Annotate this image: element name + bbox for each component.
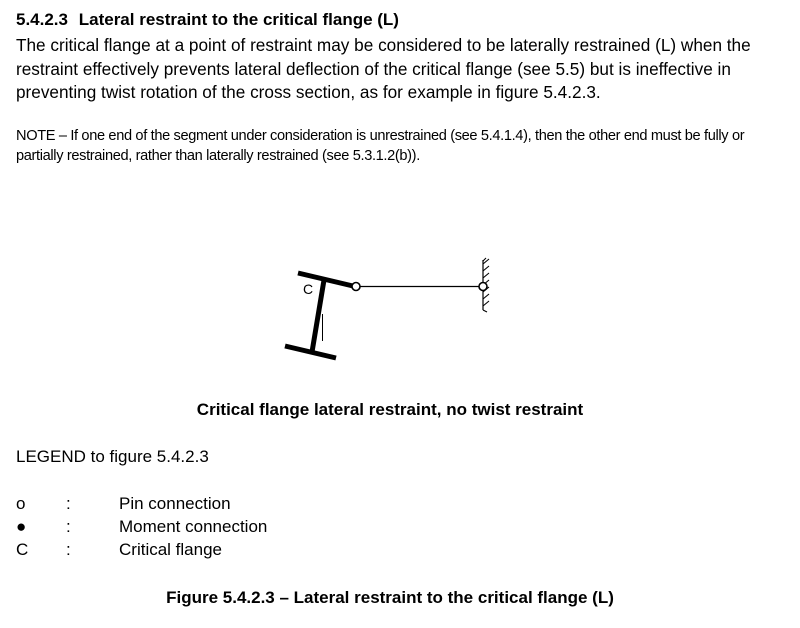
note-paragraph: NOTE – If one end of the segment under consideration is unrestrained (see 5.4.1.4), then the other end must be fully or partially restrained, rather than laterally restrained (see 5.3.1.2(b)).: [16, 128, 745, 164]
legend-description: Pin connection: [119, 494, 231, 513]
body-paragraph: The critical flange at a point of restraint may be considered to be laterally restrained (L) when the restraint effectively prevents lateral deflection of the critical flange (see 5.5) but is ineffective in preventing twist rotation of the cross section, as for example in figure 5.4.2.3.: [16, 35, 751, 102]
legend-description: Moment connection: [119, 517, 268, 536]
section-heading: [16, 10, 399, 30]
pin-symbol: o: [16, 494, 26, 513]
figure-caption: Critical flange lateral restraint, no twist restraint: [196, 400, 584, 419]
legend-description: Critical flange: [119, 540, 222, 559]
critical-flange-label: C: [303, 281, 314, 297]
section-number: 5.4.2.3: [16, 10, 68, 29]
section-title: Lateral restraint to the critical flange (L): [78, 10, 399, 29]
figure-title: Figure 5.4.2.3 – Lateral restraint to the critical flange (L): [166, 588, 614, 607]
critical-flange-symbol: C: [16, 540, 29, 559]
pin-connection-flange: [352, 283, 360, 291]
legend-separator: :: [66, 540, 71, 559]
legend-separator: :: [66, 517, 71, 536]
legend-separator: :: [66, 494, 71, 513]
pin-connection-support: [479, 283, 487, 291]
moment-symbol: ●: [16, 517, 27, 536]
restraint-diagram: [270, 250, 530, 375]
legend-title: LEGEND to figure 5.4.2.3: [16, 447, 209, 466]
